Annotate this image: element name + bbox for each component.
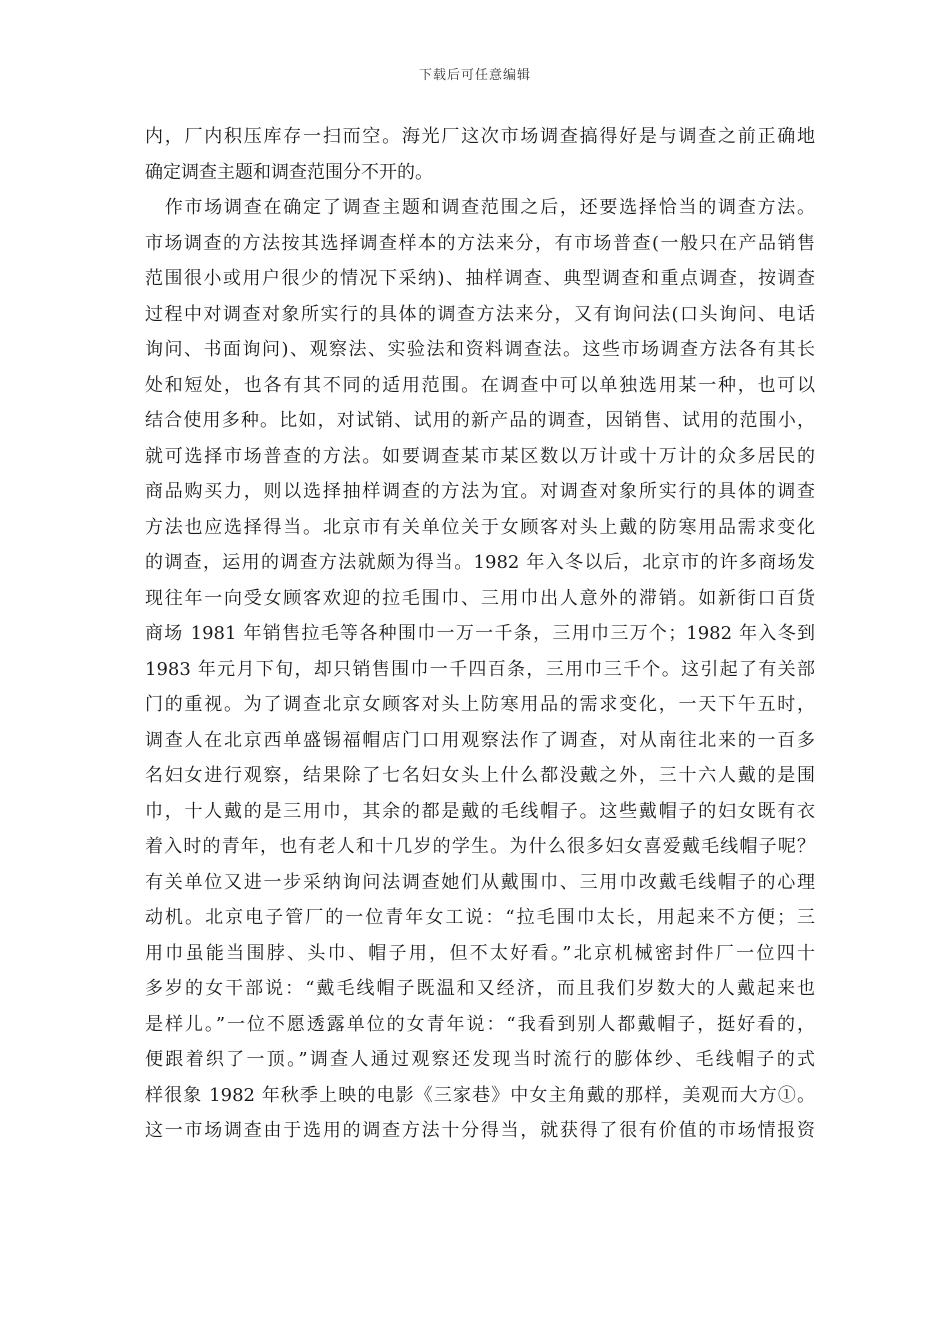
page-header: 下载后可任意编辑 bbox=[418, 68, 531, 83]
text-line: 1983 年元月下旬，却只销售围巾一千四百条，三用巾三千个。这引起了有关部 bbox=[145, 658, 815, 680]
text-line: 范围很小或用户很少的情况下采纳)、抽样调查、典型调查和重点调查，按调查 bbox=[145, 268, 815, 289]
text-line: 的调查，运用的调查方法就颇为得当。1982 年入冬以后，北京市的许多商场发 bbox=[145, 552, 815, 573]
text-line: 用巾虽能当围脖、头巾、帽子用，但不太好看。”北京机械密封件厂一位四十 bbox=[145, 942, 815, 964]
text-line: 名妇女进行观察，结果除了七名妇女头上什么都没戴之外，三十六人戴的是围 bbox=[145, 765, 815, 786]
text-line: 着入时的青年，也有老人和十几岁的学生。为什么很多妇女喜爱戴毛线帽子呢？ bbox=[145, 836, 815, 857]
text-line: 商场 1981 年销售拉毛等各种围巾一万一千条，三用巾三万个；1982 年入冬到 bbox=[145, 623, 815, 644]
text-line: 就可选择市场普查的方法。如要调查某市某区数以万计或十万计的众多居民的 bbox=[145, 445, 815, 467]
text-line: 市场调查的方法按其选择调查样本的方法来分，有市场普查(一般只在产品销售 bbox=[145, 232, 815, 254]
text-line: 方法也应选择得当。北京市有关单位关于女顾客对头上戴的防寒用品需求变化 bbox=[145, 516, 815, 538]
text-line: 结合使用多种。比如，对试销、试用的新产品的调查，因销售、试用的范围小， bbox=[145, 410, 815, 431]
text-line: 调查人在北京西单盛锡福帽店门口用观察法作了调查，对从南往北来的一百多 bbox=[145, 729, 815, 751]
text-line: 有关单位又进一步采纳询问法调查她们从戴围巾、三用巾改戴毛线帽子的心理 bbox=[145, 871, 815, 893]
text-line: 过程中对调查对象所实行的具体的调查方法来分，又有询问法(口头询问、电话 bbox=[145, 303, 815, 325]
text-line: 动机。北京电子管厂的一位青年女工说：“拉毛围巾太长，用起来不方便；三 bbox=[145, 907, 815, 928]
text-line: 便跟着织了一顶。”调查人通过观察还发现当时流行的膨体纱、毛线帽子的式 bbox=[145, 1049, 815, 1070]
text-line: 询问、书面询问)、观察法、实验法和资料调查法。这些市场调查方法各有其长 bbox=[145, 339, 815, 360]
text-line: 样很象 1982 年秋季上映的电影《三家巷》中女主角戴的那样，美观而大方①。 bbox=[145, 1084, 815, 1106]
text-line: 这一市场调查由于选用的调查方法十分得当，就获得了很有价值的市场情报资 bbox=[145, 1120, 815, 1141]
text-line: 作市场调查在确定了调查主题和调查范围之后，还要选择恰当的调查方法。 bbox=[145, 197, 815, 218]
text-line: 处和短处，也各有其不同的适用范围。在调查中可以单独选用某一种，也可以 bbox=[145, 374, 815, 396]
document-body bbox=[145, 119, 815, 1149]
text-line: 多岁的女干部说：“戴毛线帽子既温和又经济，而且我们岁数大的人戴起来也 bbox=[145, 978, 815, 999]
text-line: 确定调查主题和调查范围分不开的。 bbox=[145, 161, 433, 183]
text-line: 门的重视。为了调查北京女顾客对头上防寒用品的需求变化，一天下午五时， bbox=[145, 694, 815, 715]
text-line: 内，厂内积压库存一扫而空。海光厂这次市场调查搞得好是与调查之前正确地 bbox=[145, 126, 815, 147]
text-line: 是样儿。”一位不愿透露单位的女青年说：“我看到别人都戴帽子，挺好看的， bbox=[145, 1013, 815, 1035]
text-line: 巾，十人戴的是三用巾，其余的都是戴的毛线帽子。这些戴帽子的妇女既有衣 bbox=[145, 800, 815, 822]
text-line: 现往年一向受女顾客欢迎的拉毛围巾、三用巾出人意外的滞销。如新街口百货 bbox=[145, 587, 815, 609]
text-line: 商品购买力，则以选择抽样调查的方法为宜。对调查对象所实行的具体的调查 bbox=[145, 481, 815, 502]
